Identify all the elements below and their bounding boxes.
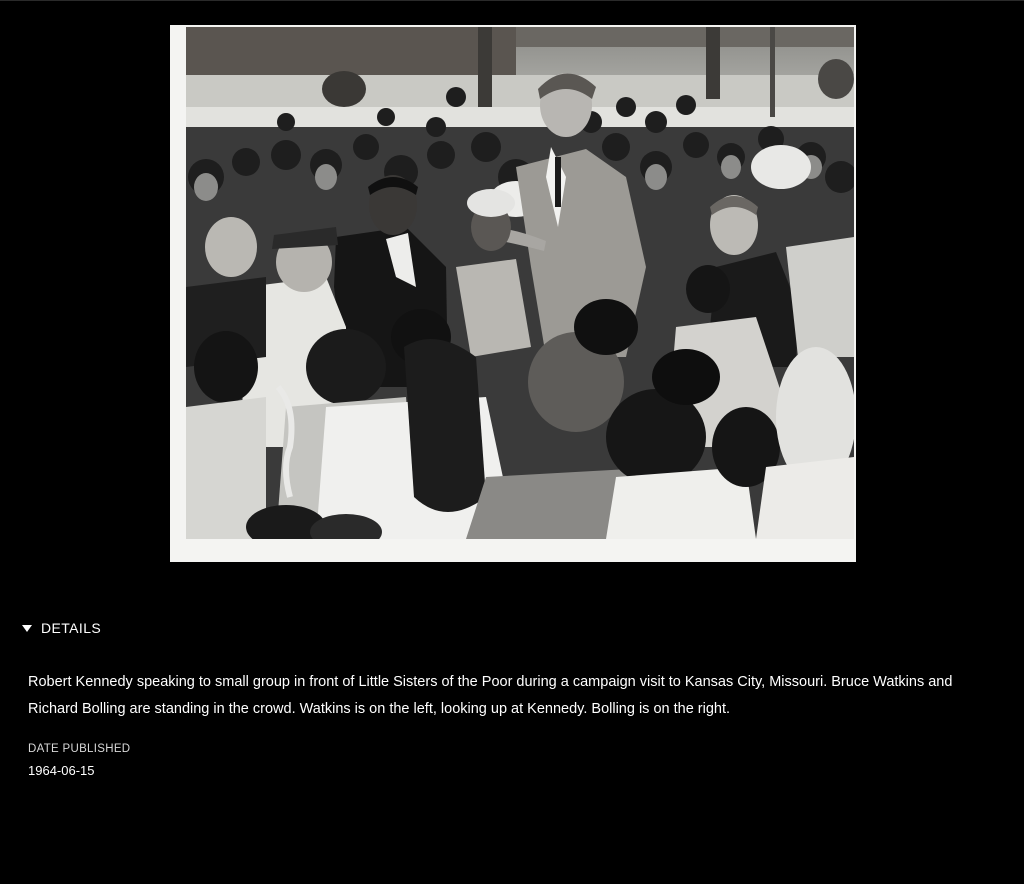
item-description: Robert Kennedy speaking to small group in front of Little Sisters of the Poor during a campaign visit to Kansas City, Missouri. Bruce Watkins and Richard Bolling are standing in the crowd. Watkins is on the left, looking up at Kennedy. Bolling is on the right. [28, 674, 953, 717]
details-toggle-button[interactable] [22, 617, 1002, 639]
photograph-illustration [186, 27, 854, 539]
date-published-label: DATE PUBLISHED [28, 743, 131, 755]
details-label: DETAILS [41, 620, 102, 636]
caret-down-icon [22, 625, 32, 632]
date-published-value: 1964-06-15 [28, 763, 95, 778]
details-section [22, 617, 1002, 778]
photo-frame [170, 25, 856, 562]
archival-photograph[interactable] [186, 27, 854, 539]
